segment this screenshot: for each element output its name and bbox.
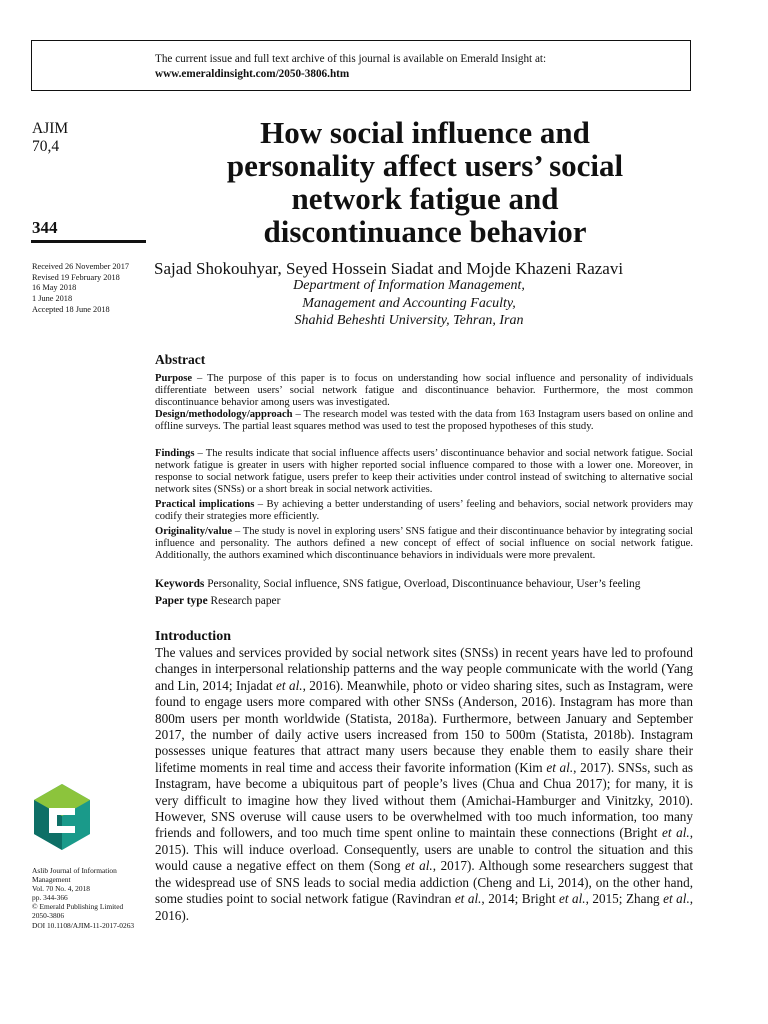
journal-info-line: © Emerald Publishing Limited xyxy=(32,902,124,912)
journal-url-link[interactable]: www.emeraldinsight.com/2050-3806.htm xyxy=(155,68,350,80)
intro-text-italic: et al. xyxy=(559,891,586,907)
affiliation-line: Department of Information Management, xyxy=(293,278,525,293)
intro-text-italic: et al. xyxy=(276,677,303,693)
introduction-heading: Introduction xyxy=(155,629,231,644)
page-number: 344 xyxy=(32,218,58,237)
journal-info-line: 2050-3806 xyxy=(32,911,65,921)
findings-label: Findings xyxy=(155,448,195,459)
journal-info-line: pp. 344-366 xyxy=(32,893,68,903)
intro-text-italic: et al. xyxy=(663,891,690,907)
intro-text: , 2017). Although some researchers suggest that the widespread use of SNS leads to social media addiction (Cheng and Li, 2014), on the other hand, some studies point to social network fatigue (Ravindran xyxy=(155,858,693,907)
abstract-originality xyxy=(155,526,693,562)
sidebar-divider xyxy=(31,240,146,243)
journal-info-line: Management xyxy=(32,875,71,885)
purpose-label: Purpose xyxy=(155,373,193,384)
affiliation-line: Shahid Beheshti University, Tehran, Iran xyxy=(294,313,524,328)
author-affiliation xyxy=(154,277,664,330)
journal-info-line: Vol. 70 No. 4, 2018 xyxy=(32,884,90,894)
purpose-text: – The purpose of this paper is to focus on understanding how social influence and personality of individuals differentiate between users’ social network fatigue and discontinuance behavior. Furthermore, the most common discontinuance behavior among users was investigated. xyxy=(155,373,693,409)
keywords xyxy=(155,578,693,590)
paper-type-text: Research paper xyxy=(207,595,281,607)
intro-text-italic: et al. xyxy=(546,759,574,775)
keywords-label: Keywords xyxy=(155,578,205,590)
doi-line: DOI 10.1108/AJIM-11-2017-0263 xyxy=(32,920,135,930)
intro-text: , 2014; Bright xyxy=(481,891,559,907)
submission-dates xyxy=(32,262,129,316)
intro-text-italic: et al. xyxy=(405,858,433,874)
introduction-paragraph xyxy=(155,645,693,924)
affiliation-line: Management and Accounting Faculty, xyxy=(302,295,516,311)
volume-issue-text: 70,4 xyxy=(32,138,60,155)
originality-label: Originality/value xyxy=(155,526,233,537)
intro-text: , 2017). SNSs, such as Instagram, have become a ubiquitous part of people’s lives (Chua and Chua 2017); for many, it is very difficult to imagine how they lived without them (Amichai-Hamburger and Vinitzky, 2010). However, SNS overuse will cause users to be overwhelmed with too much information, too many friends and followers, and too much time spent online to maintain these connections (Bright xyxy=(155,759,694,841)
date-line: 16 May 2018 xyxy=(32,283,77,293)
intro-text-italic: et al. xyxy=(662,825,690,841)
paper-type xyxy=(155,595,693,607)
journal-archive-notice-box xyxy=(31,40,691,91)
paper-type-label: Paper type xyxy=(155,595,208,607)
design-text: – The research model was tested with the data from 163 Instagram users based on online and offline surveys. The partial least squares method was used to test the proposed hypotheses of this study. xyxy=(155,409,693,433)
findings-text: – The results indicate that social influence affects users’ discontinuance behavior and social network fatigue. Social network fatigue is greater in users with higher reported social influence compared to those with a lower one. Moreover, in response to social network fatigue, users prefer to keep their activities under control instead of switching to alternative social network sites (SNSs) or a short break in social network activities. xyxy=(155,448,693,496)
practical-label: Practical implications xyxy=(155,499,255,510)
journal-citation-info xyxy=(32,866,134,930)
intro-text: , 2016). xyxy=(155,891,694,923)
journal-abbr-text: AJIM xyxy=(32,120,69,137)
archive-notice-text: The current issue and full text archive of this journal is available on Emerald Insight at: xyxy=(155,53,547,65)
abstract-practical-implications xyxy=(155,499,693,523)
title-line: personality affect users’ social xyxy=(226,148,624,183)
originality-text: – The study is novel in exploring users’ SNS fatigue and their discontinuance behavior by integrating social influence and personality. The authors defined a new concept of effect of social influence on social network fatigue. Additionally, the authors examined which discontinuance behaviors in individuals were more prevalent. xyxy=(155,526,693,562)
author-list: Sajad Shokouhyar, Seyed Hossein Siadat and Mojde Khazeni Razavi xyxy=(154,259,624,278)
date-line: Received 26 November 2017 xyxy=(32,262,129,271)
title-line: How social influence and xyxy=(260,115,590,150)
intro-text-italic: et al. xyxy=(454,891,482,907)
date-line: Accepted 18 June 2018 xyxy=(32,304,110,314)
date-line: Revised 19 February 2018 xyxy=(32,272,120,282)
abstract-heading: Abstract xyxy=(155,352,206,367)
journal-abbreviation xyxy=(32,120,68,156)
practical-text: – By achieving a better understanding of users’ feeling and behaviors, social network providers may codify their strategies more efficiently. xyxy=(155,499,693,523)
keywords-text: Personality, Social influence, SNS fatigue, Overload, Discontinuance behaviour, User’s feeling xyxy=(204,578,641,590)
journal-info-line: Aslib Journal of Information xyxy=(32,866,117,875)
abstract-design xyxy=(155,409,693,433)
intro-text: , 2015; Zhang xyxy=(585,891,664,907)
intro-text: , 2016). Meanwhile, photo or video sharing sites, such as Instagram, were found to engage users more compared with other SNSs (Anderson, 2016). Instagram has more than 800m users per month worldwide (Statista, 2018a). Furthermore, between January and September 2017, the number of daily active users increased from 150 to 500m (Statista, 2018b). Instagram possesses unique features that attract many users because they enable them to easily share their lifetime moments in real time and access their favorite information (Kim xyxy=(155,677,693,775)
abstract-findings xyxy=(155,448,693,496)
intro-text: The values and services provided by social network sites (SNSs) in recent years have led to profound changes in interpersonal relationship patterns and the way people communicate with the world (Yang and Lin, 2014; Injadat xyxy=(155,645,693,693)
abstract-purpose xyxy=(155,373,693,409)
date-line: 1 June 2018 xyxy=(32,294,73,304)
title-line: discontinuance behavior xyxy=(263,214,587,249)
title-line: network fatigue and xyxy=(291,181,559,216)
article-title xyxy=(150,116,700,248)
intro-text: , 2015). This will induce overload. Consequently, users are unable to control the situation and this would cause a negative effect on them (Song xyxy=(155,825,693,874)
design-label: Design/methodology/approach xyxy=(155,409,293,420)
emerald-publishing-logo-icon xyxy=(32,782,92,857)
